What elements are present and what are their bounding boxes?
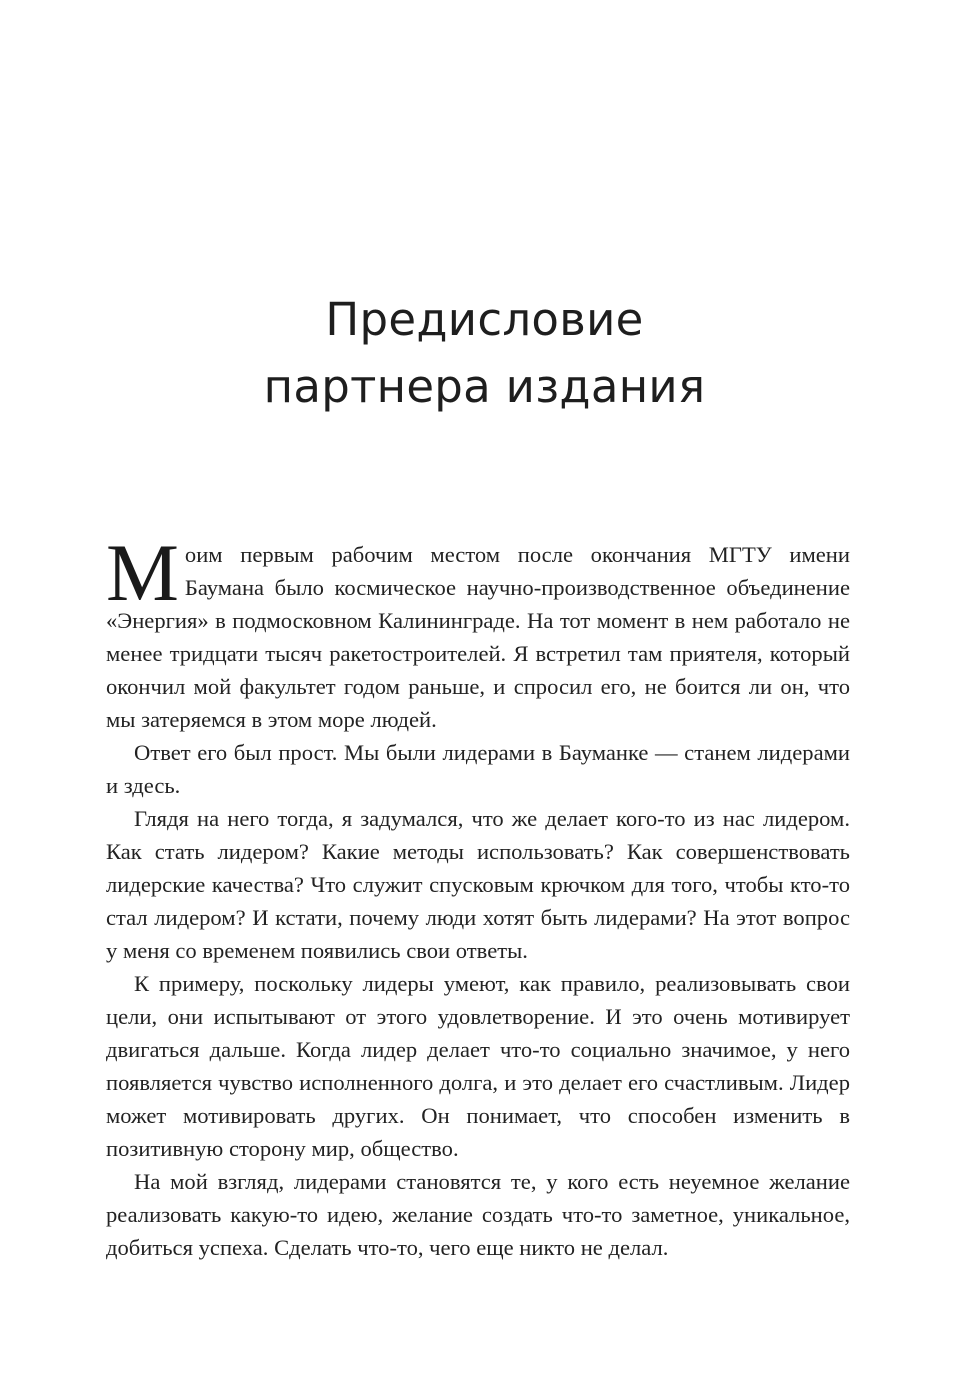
paragraph-3: Глядя на него тогда, я задумался, что же делает кого-то из нас лидером. Как стать лидером? Какие методы использовать? Как совершенствовать лидерские качества? Что служит спусковым крючком для того, чтобы кто-то стал лидером? И кстати, почему люди хотят быть лидерами? На этот вопрос у меня со временем появились свои ответы. xyxy=(106,806,850,963)
paragraph-1 xyxy=(106,527,850,736)
paragraph-1-text: оим первым рабочим местом после окончания МГТУ имени Баумана было космическое научно-производственное объединение «Энергия» в подмосковном Калининграде. На тот момент в нем работало не менее тридцати тысяч ракетостроителей. Я встретил там приятеля, который окончил мой факультет годом раньше, и спросил его, не боится ли он, что мы затеряемся в этом море людей. xyxy=(106,542,850,732)
chapter-title xyxy=(0,286,969,420)
paragraph-5: На мой взгляд, лидерами становятся те, у кого есть неуемное желание реализовать какую-то идею, желание создать что-то заметное, уникальное, добиться успеха. Сделать что-то, чего еще никто не делал. xyxy=(106,1169,850,1260)
chapter-title-line-1: Предисловие xyxy=(325,293,644,346)
body-text xyxy=(106,527,850,1264)
paragraph-4: К примеру, поскольку лидеры умеют, как правило, реализовывать свои цели, они испытывают от этого удовлетворение. И это очень мотивирует двигаться дальше. Когда лидер делает что-то социально значимое, у него появляется чувство исполненного долга, и это делает его счастливым. Лидер может мотивировать других. Он понимает, что способен изменить в позитивную сторону мир, общество. xyxy=(106,971,850,1161)
paragraph-2: Ответ его был прост. Мы были лидерами в Бауманке — станем лидерами и здесь. xyxy=(106,740,850,798)
drop-cap: М xyxy=(106,527,179,618)
chapter-title-line-2: партнера издания xyxy=(263,360,706,413)
